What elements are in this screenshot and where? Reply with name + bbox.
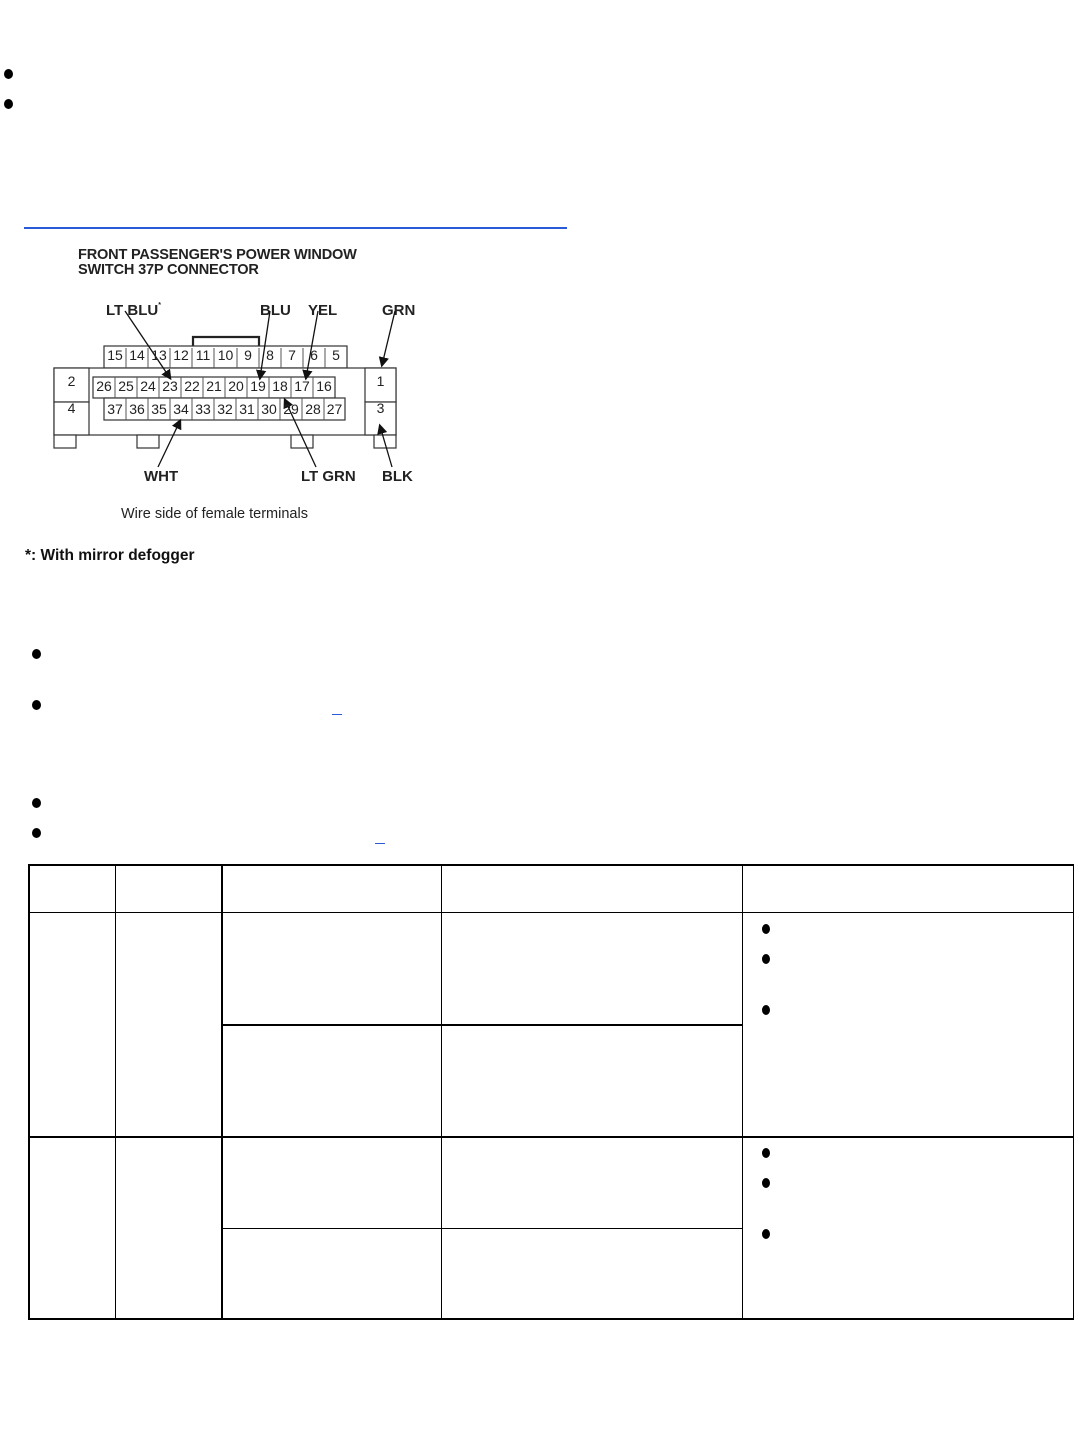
pin-number: 8	[266, 347, 274, 363]
pin-number: 2	[67, 373, 76, 389]
table-notes-cell	[743, 913, 1074, 1138]
pin-number: 37	[107, 401, 123, 417]
diagram-title-line2: SWITCH 37P CONNECTOR	[78, 261, 259, 278]
pin-number: 31	[239, 401, 255, 417]
pin-number: 3	[376, 400, 385, 416]
bullet-icon	[32, 700, 41, 710]
bullet-icon	[762, 1005, 770, 1015]
pin-number: 1	[376, 373, 385, 389]
pin-number: 19	[250, 378, 266, 394]
table-cell	[29, 913, 116, 1138]
table-header-cell	[29, 865, 116, 913]
wire-label-yel: YEL	[308, 302, 338, 319]
diagram-title-line1: FRONT PASSENGER'S POWER WINDOW	[78, 246, 357, 263]
pin-number: 6	[310, 347, 318, 363]
wire-label-blu: BLU	[260, 302, 291, 319]
pin-number: 5	[332, 347, 340, 363]
pin-number: 27	[326, 401, 343, 417]
pin-number: 36	[129, 401, 145, 417]
wire-label-blk: BLK	[382, 468, 413, 485]
pin-number: 23	[162, 378, 178, 394]
diagram-footnote: *: With mirror defogger	[25, 547, 195, 564]
pin-number: 33	[195, 401, 211, 417]
pin-number: 11	[195, 347, 211, 363]
bullet-icon	[4, 99, 13, 109]
table-cell	[441, 1228, 743, 1319]
pin-row-bottom	[104, 401, 345, 421]
table-cell	[441, 1025, 743, 1137]
pin-number: 4	[67, 400, 76, 416]
pin-number: 14	[129, 347, 145, 363]
connector-diagram	[0, 230, 460, 590]
pin-number: 25	[118, 378, 134, 394]
pin-number: 18	[272, 378, 288, 394]
diagram-title	[78, 247, 357, 277]
table-header-row	[29, 865, 1074, 913]
table-header-cell	[222, 865, 442, 913]
wire-label-wht: WHT	[144, 468, 179, 485]
pin-number: 28	[305, 401, 321, 417]
pin-number: 32	[217, 401, 233, 417]
reference-link[interactable]	[332, 714, 342, 715]
wire-label-text: LT BLU	[106, 302, 159, 319]
pin-number: 26	[96, 378, 112, 394]
pin-number: 7	[288, 347, 296, 363]
connector-link[interactable]	[24, 227, 567, 229]
wire-label-lt-grn: LT GRN	[301, 468, 356, 485]
reference-link[interactable]	[375, 843, 385, 844]
table-cell	[222, 1137, 442, 1228]
table-cell	[441, 913, 743, 1026]
table-cell	[222, 1228, 442, 1319]
pin-row-top	[104, 347, 347, 367]
table-cell	[116, 1137, 222, 1319]
bullet-icon	[762, 1148, 770, 1158]
table-row	[29, 1137, 1074, 1228]
pin-number: 24	[140, 378, 156, 394]
table-cell	[222, 913, 442, 1026]
table-cell	[116, 913, 222, 1138]
pin-number: 21	[206, 378, 222, 394]
table-row	[29, 913, 1074, 1026]
pin-number: 12	[173, 347, 189, 363]
bullet-icon	[32, 828, 41, 838]
bullet-icon	[762, 954, 770, 964]
bullet-icon	[762, 1178, 770, 1188]
asterisk-mark: *	[158, 302, 161, 309]
table-notes-cell	[743, 1137, 1074, 1319]
pin-number: 16	[316, 378, 332, 394]
bullet-icon	[32, 649, 41, 659]
table-header-cell	[441, 865, 743, 913]
pin-number: 17	[294, 378, 310, 394]
table-cell	[222, 1025, 442, 1137]
bullet-icon	[762, 1229, 770, 1239]
bullet-icon	[32, 798, 41, 808]
pin-number: 34	[173, 401, 189, 417]
pin-number: 29	[283, 401, 299, 417]
pin-number: 35	[151, 401, 167, 417]
pin-number: 15	[107, 347, 123, 363]
pin-number: 20	[228, 378, 244, 394]
table-cell	[441, 1137, 743, 1228]
pin-number: 22	[184, 378, 200, 394]
table-cell	[29, 1137, 116, 1319]
pin-row-middle	[93, 378, 335, 398]
wire-label-grn: GRN	[382, 302, 416, 319]
spec-table	[28, 864, 1074, 1320]
pin-number: 9	[244, 347, 252, 363]
bullet-icon	[4, 69, 13, 79]
diagram-caption: Wire side of female terminals	[121, 506, 308, 522]
table-header-cell	[743, 865, 1074, 913]
pin-number: 13	[151, 347, 167, 363]
table-header-cell	[116, 865, 222, 913]
pin-number: 10	[217, 347, 234, 363]
bullet-icon	[762, 924, 770, 934]
pin-number: 30	[261, 401, 277, 417]
